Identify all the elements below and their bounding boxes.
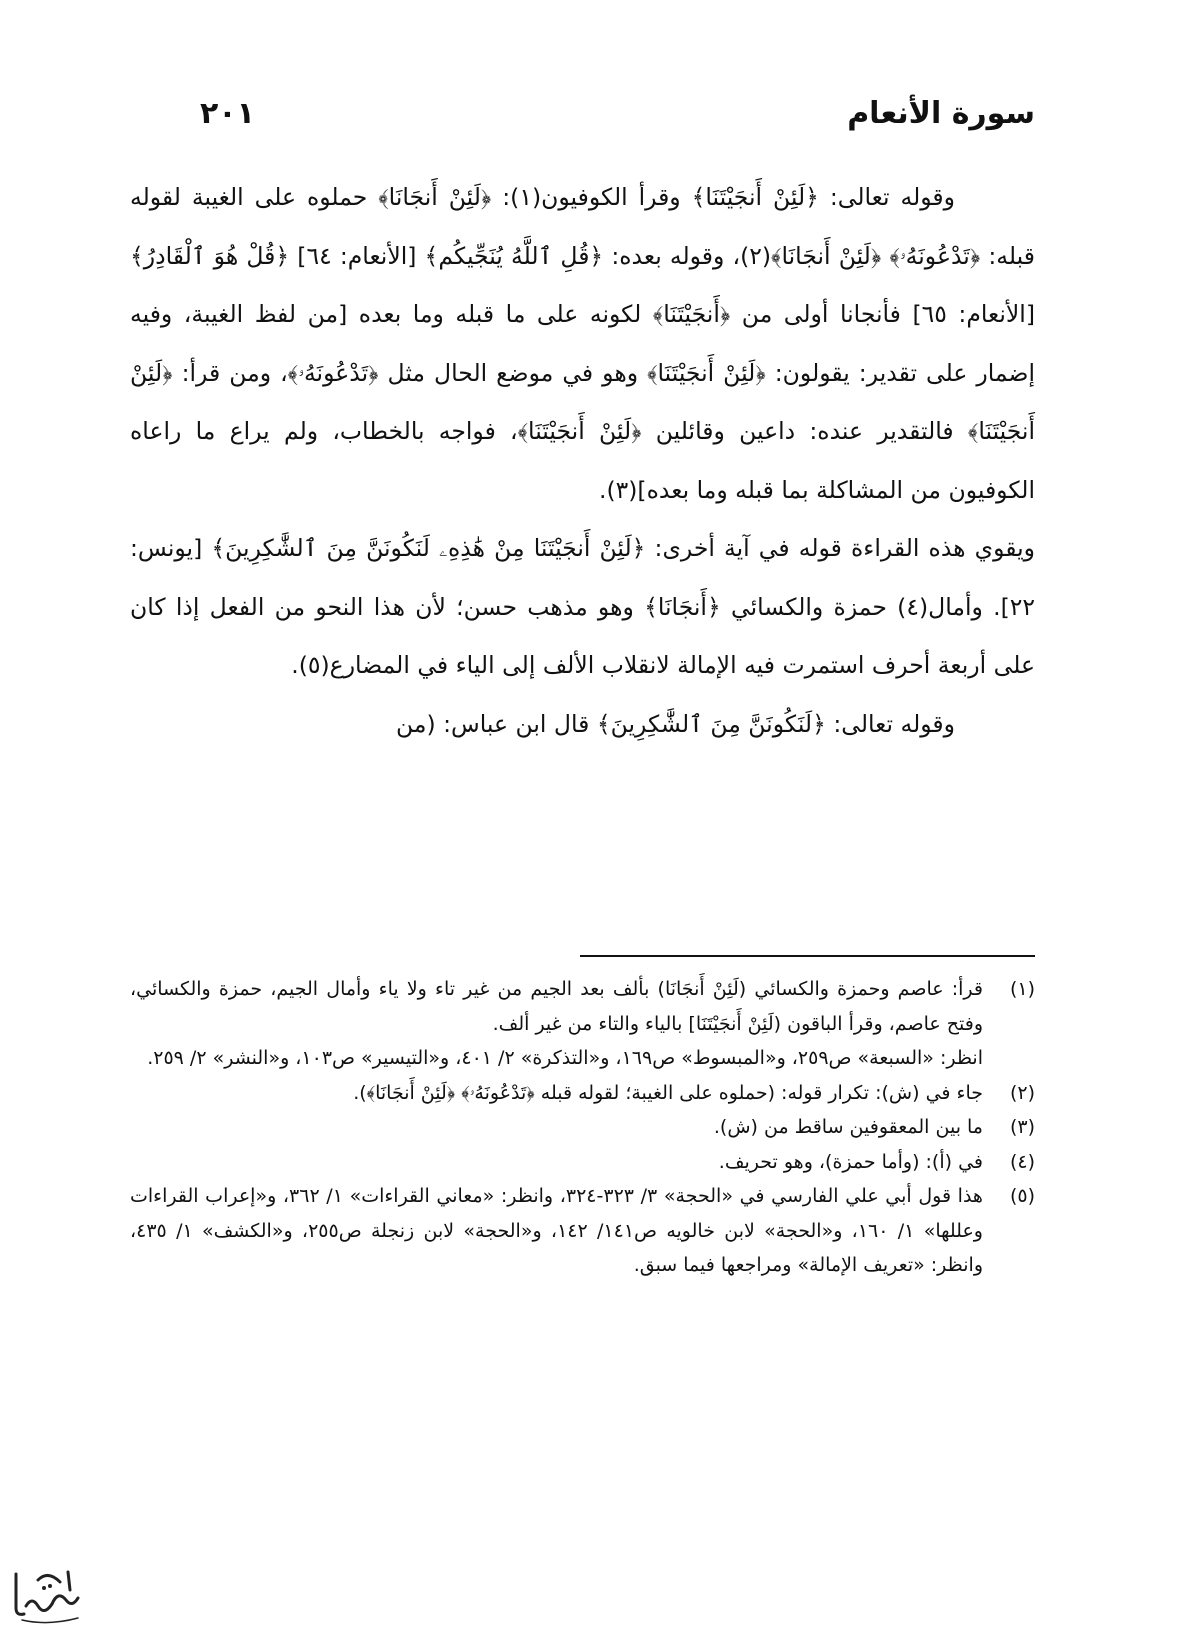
paragraph-3: وقوله تعالى: ﴿لَنَكُونَنَّ مِنَ ٱلشَّٰكِرِينَ﴾ قال ابن عباس: (من [396,709,955,738]
paragraph-2: ويقوي هذه القراءة قوله في آية أخرى: ﴿لَئِنْ أَنجَيْتَنَا مِنْ هَٰذِهِۦ لَنَكُونَنَّ مِنَ ٱلشَّٰكِرِينَ﴾ [يونس: ٢٢]. وأمال(٤) حمزة والكسائي ﴿أَنجَانَا﴾ وهو مذهب حسن؛ لأن هذا النحو من الفعل إذا كان على أربعة أحرف استمرت فيه الإمالة لانقلاب الألف إلى الياء في المضارع(٥). [130,534,1035,679]
footnote-3 [130,1110,1035,1145]
footnote-text: ما بين المعقوفين ساقط من (ش). [713,1116,983,1138]
footnotes [130,972,1035,1283]
footnote-4 [130,1145,1035,1180]
footnote-divider [580,955,1035,957]
footnote-1-reference: انظر: «السبعة» ص٢٥٩، و«المبسوط» ص١٦٩، و«التذكرة» ٢/ ٤٠١، و«التيسير» ص١٠٣، و«النشر» ٢/ ٢٥٩. [147,1047,983,1069]
footnote-number: (٥) [1009,1185,1035,1207]
calligraphy-stamp-icon [8,1560,86,1630]
footnote-2 [130,1076,1035,1111]
paragraph-1: وقوله تعالى: ﴿لَئِنْ أَنجَيْتَنَا﴾ وقرأ الكوفيون(١): ﴿لَئِنْ أَنجَانَا﴾ حملوه على الغيبة لقوله قبله: ﴿تَدْعُونَهُۥ﴾ ﴿لَئِنْ أَنجَانَا﴾(٢)، وقوله بعده: ﴿قُلِ ٱللَّهُ يُنَجِّيكُم﴾ [الأنعام: ٦٤] ﴿قُلْ هُوَ ٱلْقَادِرُ﴾ [الأنعام: ٦٥] فأنجانا أولى من ﴿أَنجَيْتَنَا﴾ لكونه على ما قبله وما بعده [من لفظ الغيبة، وفيه إضمار على تقدير: يقولون: ﴿لَئِنْ أَنجَيْتَنَا﴾ وهو في موضع الحال مثل ﴿تَدْعُونَهُۥ﴾، ومن قرأ: ﴿لَئِنْ أَنجَيْتَنَا﴾ فالتقدير عنده: داعين وقائلين ﴿لَئِنْ أَنجَيْتَنَا﴾، فواجه بالخطاب، ولم يراع ما راعاه الكوفيون من المشاكلة بما قبله وما بعده](٣). [130,183,1036,504]
footnote-number: (٢) [1009,1081,1035,1104]
main-text [130,168,1035,753]
footnote-text: هذا قول أبي علي الفارسي في «الحجة» ٣/ ٣٢٣-٣٢٤، وانظر: «معاني القراءات» ١/ ٣٦٢، و«إعراب القراءات وعللها» ١/ ١٦٠، و«الحجة» لابن خالويه ص١٤١/ ١٤٢، و«الحجة» لابن زنجلة ص٢٥٥، و«الكشف» ١/ ٤٣٥، وانظر: «تعريف الإمالة» ومراجعها فيما سبق. [130,1185,983,1276]
surah-title: سورة الأنعام [847,96,1035,131]
footnote-5 [130,1179,1035,1283]
footnote-number: (٣) [1009,1116,1035,1138]
page-header [130,96,1035,146]
page-number: ٢٠١ [200,96,255,131]
footnote-number: (١) [1009,978,1035,1000]
footnote-text: في (أ): (وأما حمزة)، وهو تحريف. [718,1150,983,1173]
footnote-text: قرأ: عاصم وحمزة والكسائي (لَئِنْ أَنجَانَا) بألف بعد الجيم من غير تاء ولا ياء وأمال الجيم، حمزة والكسائي، وفتح عاصم، وقرأ الباقون (لَئِنْ أَنجَيْتَنَا] بالياء والتاء من غير ألف. [130,978,983,1035]
footnote-text: جاء في (ش): تكرار قوله: (حملوه على الغيبة؛ لقوله قبله ﴿تَدْعُونَهُۥ﴾ ﴿لَئِنْ أَنجَانَا﴾). [353,1081,983,1104]
footnote-number: (٤) [1009,1150,1035,1173]
footnote-1 [130,972,1035,1041]
